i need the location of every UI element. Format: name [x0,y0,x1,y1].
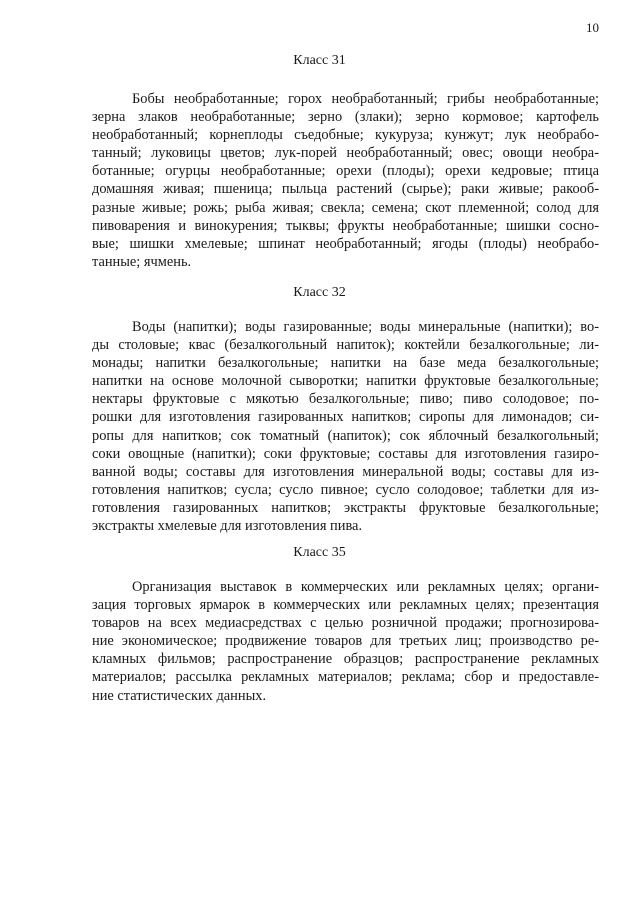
class-32-body [92,318,599,535]
text-line: экстракты хмелевые для изготовления пива. [92,518,363,535]
text-line: готовления напитков; сусла; сусло пивное; сусло солодовое; таблетки для из- [92,481,599,498]
text-line: ванной воды; составы для изготовления минеральной воды; составы для из- [92,463,599,480]
text-line: необработанный; корнеплоды съедобные; кукуруза; кунжут; лук необрабо- [92,127,599,144]
text-line: монады; напитки безалкогольные; напитки на базе меда безалкогольные; [92,355,599,372]
text-line: Организация выставок в коммерческих или рекламных целях; органи- [132,579,599,595]
class-35-heading: Класс 35 [293,545,346,560]
text-line: ропы для напитков; сок томатный (напиток); сок яблочный безалкогольный; [92,427,599,444]
text-line: танные; ячмень. [92,253,192,270]
text-line: рошки для изготовления газированных напитков; сиропы для лимонадов; си- [92,409,599,426]
text-line: вые; шишки хмелевые; шпинат необработанный; ягоды (плоды) необрабо- [92,235,599,252]
class-35-body [92,578,599,705]
text-line: Бобы необработанные; горох необработанный; грибы необработанные; [132,91,599,107]
text-line: товаров на всех медиасредствах с целью розничной продажи; прогнозирова- [92,615,599,632]
class-32-heading: Класс 32 [293,285,346,300]
text-line: Воды (напитки); воды газированные; воды минеральные (напитки); во- [132,319,599,335]
text-line: ботанные; огурцы необработанные; орехи (плоды); орехи кедровые; птица [92,163,599,180]
text-line: готовления газированных напитков; экстракты фруктовые безалкогольные; [92,499,599,516]
text-line: ние статистических данных. [92,687,267,704]
text-line: материалов; рассылка рекламных материалов; реклама; сбор и предоставле- [92,669,599,686]
text-line: домашняя живая; пшеница; пыльца растений (сырье); раки живые; ракооб- [92,181,599,198]
text-line: кламных фильмов; распространение образцов; распространение рекламных [92,651,599,668]
text-line: напитки на основе молочной сыворотки; напитки фруктовые безалкогольные; [92,373,599,390]
text-line: пивоварения и винокурения; тыквы; фрукты необработанные; шишки сосно- [92,217,599,234]
text-line: ды столовые; квас (безалкогольный напиток); коктейли безалкогольные; ли- [92,337,599,354]
text-line: ние экономическое; продвижение товаров для третьих лиц; производство ре- [92,633,599,650]
text-line: танный; луковицы цветов; лук-порей необработанный; овес; овощи необра- [92,145,599,162]
text-line: разные живые; рожь; рыба живая; свекла; семена; скот племенной; солод для [92,199,599,216]
text-line: нектары фруктовые с мякотью безалкогольные; пиво; пиво солодовое; по- [92,391,599,408]
text-line: соки овощные (напитки); соки фруктовые; составы для изготовления газиро- [92,445,599,462]
page-number: 10 [586,20,599,35]
text-line: зерна злаков необработанные; зерно (злаки); зерно кормовое; картофель [92,109,599,126]
class-31-heading: Класс 31 [293,53,346,68]
text-line: зация торговых ярмарок в коммерческих или рекламных целях; презентация [92,597,599,614]
class-31-body [92,90,599,271]
